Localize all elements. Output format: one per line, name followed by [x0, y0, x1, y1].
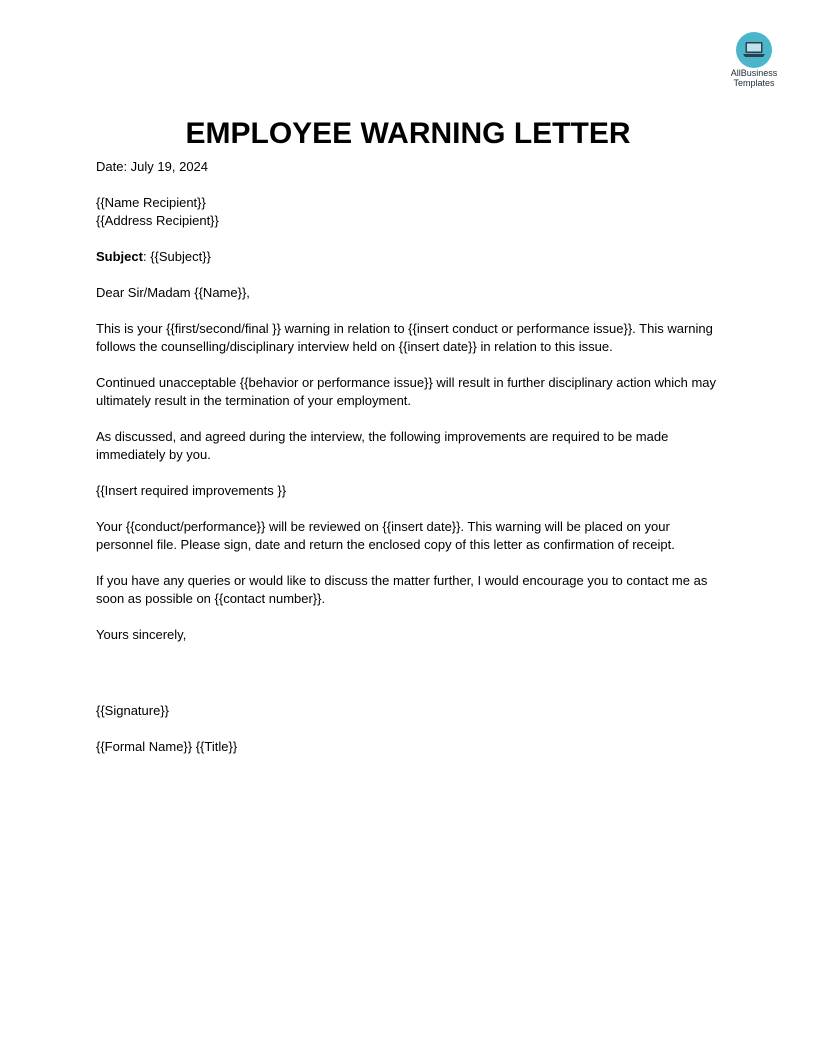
recipient-address: {{Address Recipient}}: [96, 213, 219, 228]
salutation: Dear Sir/Madam {{Name}},: [96, 285, 250, 300]
paragraph-consequences: Continued unacceptable {{behavior or performance issue}} will result in further disciplinary action which may ultimately result in the termination of your employment.: [96, 375, 717, 408]
laptop-icon: [736, 32, 772, 68]
paragraph-improvements-intro: As discussed, and agreed during the interview, the following improvements are required to be made immediately by you.: [96, 429, 669, 462]
letter-body: [96, 158, 726, 774]
document-title: EMPLOYEE WARNING LETTER: [185, 117, 631, 150]
signature: {{Signature}}: [96, 703, 170, 718]
logo-text-line1: AllBusiness: [730, 68, 778, 78]
date-line: Date: July 19, 2024: [96, 159, 209, 174]
paragraph-improvements-placeholder: {{Insert required improvements }}: [96, 483, 287, 498]
paragraph-warning: This is your {{first/second/final }} warning in relation to {{insert conduct or performance issue}}. This warning follows the counselling/disciplinary interview held on {{insert date}} in relation to this issue.: [96, 321, 713, 354]
logo-text-line2: Templates: [733, 78, 775, 88]
closing: Yours sincerely,: [96, 627, 187, 642]
subject-line: [96, 248, 726, 266]
formal-name-title: {{Formal Name}} {{Title}}: [96, 739, 238, 754]
subject-value: : {{Subject}}: [142, 249, 211, 264]
company-logo: [718, 32, 790, 88]
paragraph-contact: If you have any queries or would like to discuss the matter further, I would encourage you to contact me as soon as possible on {{contact number}}.: [96, 573, 708, 606]
paragraph-review: Your {{conduct/performance}} will be reviewed on {{insert date}}. This warning will be placed on your personnel file. Please sign, date and return the enclosed copy of this letter as confirmation of receipt.: [96, 519, 675, 552]
subject-label: Subject: [96, 249, 143, 264]
recipient-name: {{Name Recipient}}: [96, 195, 206, 210]
signature-space: [96, 662, 726, 702]
